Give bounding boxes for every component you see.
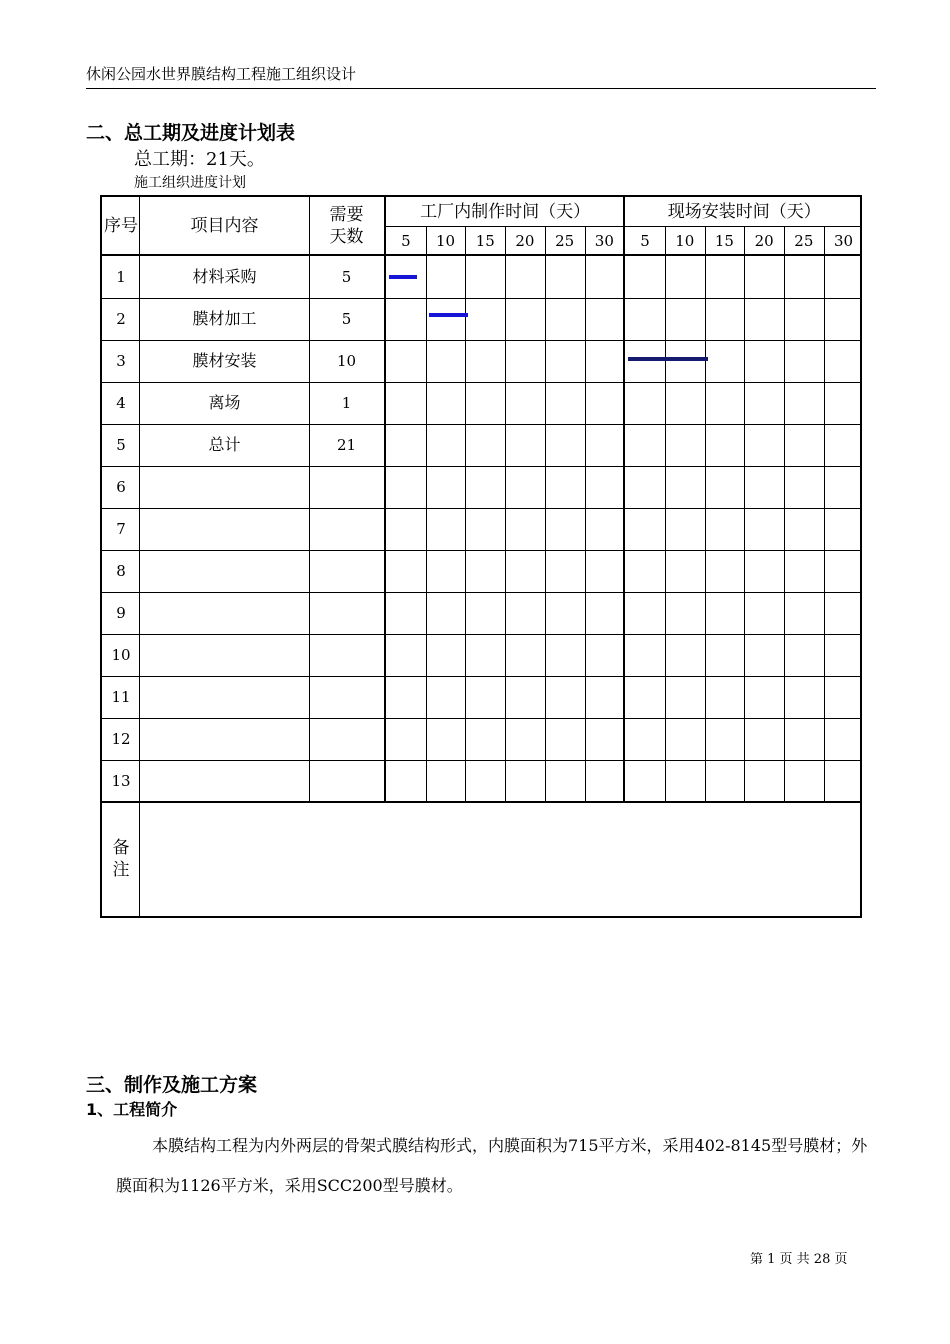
row-seq: 5 [116,436,126,454]
factory-tick-label: 10 [435,231,456,250]
grid-line [505,226,506,802]
site-tick-label: 25 [794,231,814,250]
section-heading-schedule: 二、总工期及进度计划表 [86,122,296,144]
row-item [140,676,309,718]
remarks-label: 备注 [112,838,130,880]
grid-line [824,226,825,802]
gantt-bar [429,313,469,317]
site-tick-label: 20 [754,231,774,250]
row-days [309,676,384,718]
grid-line [102,801,860,803]
schedule-table [100,195,862,918]
row-seq: 3 [116,352,126,370]
document-header: 休闲公园水世界膜结构工程施工组织设计 [86,64,876,89]
row-days: 21 [336,436,357,454]
grid-line [705,226,706,802]
row-days [309,634,384,676]
grid-line [384,197,386,802]
row-seq: 6 [116,478,126,496]
row-seq: 8 [116,562,126,580]
factory-tick-label: 20 [515,231,535,250]
grid-line [744,226,745,802]
subsection-heading-overview: 1、工程简介 [86,1100,178,1119]
row-days [309,550,384,592]
row-days [309,718,384,760]
row-seq: 10 [111,646,131,664]
row-item: 材料采购 [192,267,257,286]
grid-line [102,340,860,341]
grid-line [386,226,860,227]
row-seq: 4 [116,394,126,412]
grid-line [139,197,140,916]
header-days: 需要天数 [329,205,364,247]
row-days [309,592,384,634]
site-tick-label: 30 [833,231,854,250]
grid-line [102,382,860,383]
header-item: 项目内容 [190,216,259,236]
factory-tick-label: 30 [594,231,614,250]
grid-line [102,424,860,425]
row-item: 总计 [208,435,241,454]
grid-line [102,634,860,635]
grid-line [102,676,860,677]
row-days: 1 [341,394,352,412]
row-seq: 1 [116,268,126,286]
row-item [140,634,309,676]
row-item: 膜材安装 [192,351,257,370]
row-days [309,508,384,550]
factory-tick-label: 5 [401,231,411,250]
row-seq: 7 [116,520,126,538]
row-item [140,718,309,760]
grid-line [102,592,860,593]
row-seq: 11 [111,688,131,706]
factory-tick-label: 25 [555,231,575,250]
row-days: 5 [341,268,352,286]
total-duration: 总工期：21天。 [134,149,265,170]
row-seq: 13 [111,772,131,790]
header-factory-time: 工厂内制作时间（天） [420,201,591,222]
page-number: 第 1 页 共 28 页 [750,1252,848,1267]
row-item [140,466,309,508]
header-site-time: 现场安装时间（天） [667,201,821,222]
row-days: 10 [336,352,357,370]
grid-line [784,226,785,802]
row-days: 5 [341,310,352,328]
grid-line [426,226,427,802]
row-seq: 12 [111,730,131,748]
site-tick-label: 5 [640,231,650,250]
factory-tick-label: 15 [475,231,495,250]
row-item: 离场 [208,393,241,412]
row-item [140,508,309,550]
grid-line [102,550,860,551]
row-seq: 2 [116,310,126,328]
grid-line [545,226,546,802]
row-seq: 9 [116,604,126,622]
site-tick-label: 15 [714,231,734,250]
grid-line [309,197,310,802]
row-item: 膜材加工 [192,309,257,328]
site-tick-label: 10 [675,231,695,250]
grid-line [102,760,860,761]
gantt-bar [389,275,417,279]
row-days [309,466,384,508]
grid-line [102,466,860,467]
grid-line [102,298,860,299]
grid-line [623,197,625,802]
row-item [140,550,309,592]
overview-paragraph: 本膜结构工程为内外两层的骨架式膜结构形式，内膜面积为715平方米，采用402-8145型号膜材；外膜面积为1126平方米，采用SCC200型号膜材。 [116,1136,868,1195]
grid-line [102,254,860,256]
gantt-bar [628,357,707,361]
table-caption: 施工组织进度计划 [134,175,246,191]
header-seq: 序号 [104,216,138,236]
row-item [140,760,309,802]
row-days [309,760,384,802]
section-heading-construction: 三、制作及施工方案 [86,1074,258,1096]
grid-line [102,508,860,509]
grid-line [585,226,586,802]
row-item [140,592,309,634]
grid-line [102,718,860,719]
grid-line [665,226,666,802]
